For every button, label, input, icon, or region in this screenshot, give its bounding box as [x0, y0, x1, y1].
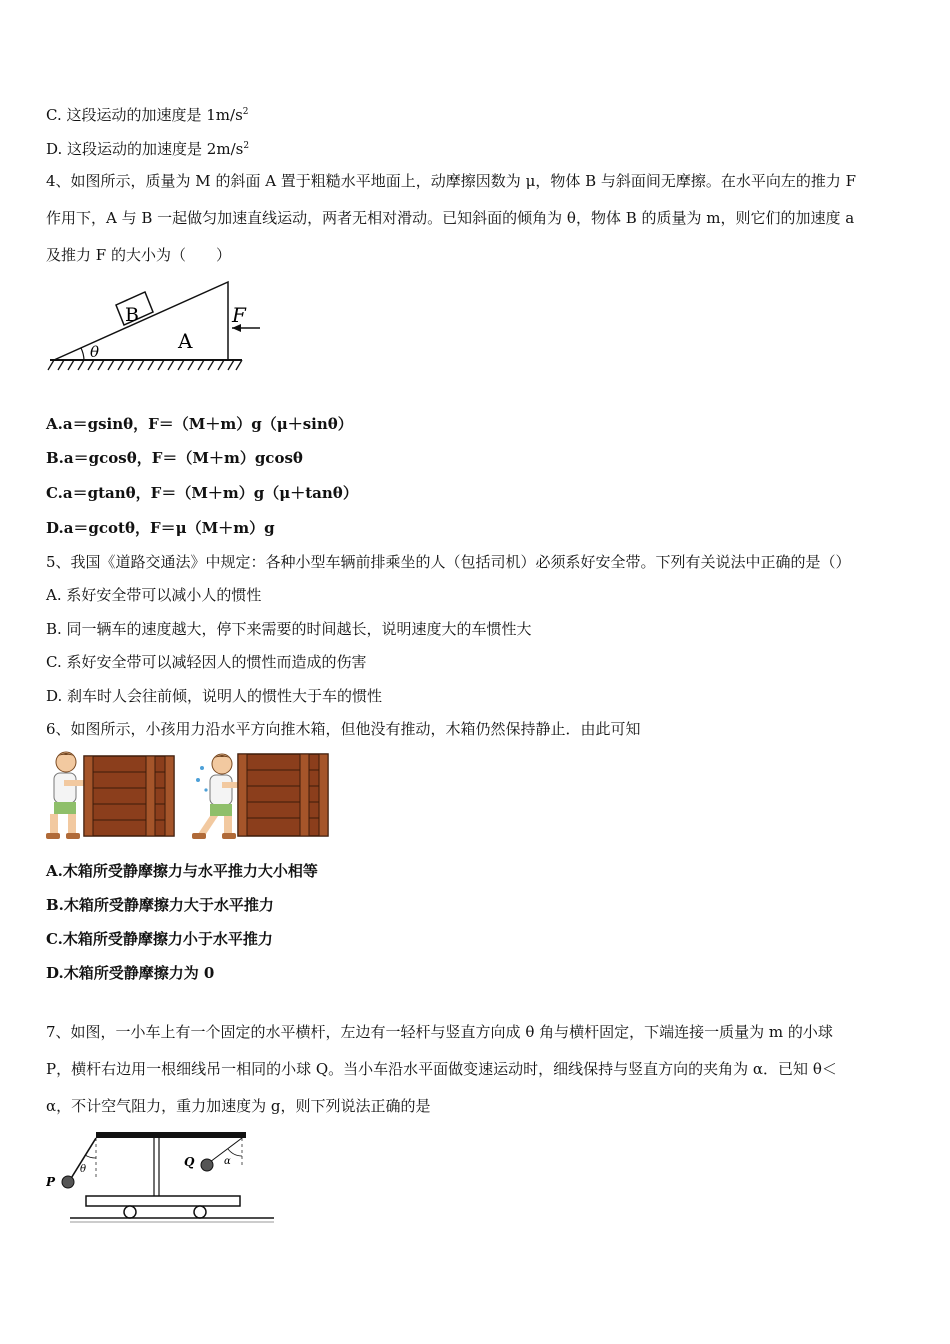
q6-option-b: B.木箱所受静摩擦力大于水平推力: [46, 896, 274, 914]
ball-q: [201, 1159, 213, 1171]
wheel-left: [124, 1206, 136, 1218]
q4-stem-line3: 及推力 F 的大小为（ ）: [46, 246, 231, 264]
q6-stem: 6、如图所示，小孩用力沿水平方向推木箱，但他没有推动，木箱仍然保持静止．由此可知: [46, 720, 641, 738]
q5-option-b: B. 同一辆车的速度越大，停下来需要的时间越长，说明速度大的车惯性大: [46, 620, 532, 638]
q3-option-c: C. 这段运动的加速度是 $1m/s^2$: [46, 106, 249, 124]
q5-option-d: D. 刹车时人会往前倾，说明人的惯性大于车的惯性: [46, 687, 383, 705]
wheel-right: [194, 1206, 206, 1218]
label-p: P: [46, 1175, 56, 1189]
q4-option-a: A.a＝gsinθ，F＝（M＋m）g（μ＋sinθ）: [46, 415, 353, 433]
crate-left: [84, 756, 174, 836]
q7-stem-line3: α，不计空气阻力，重力加速度为 g，则下列说法正确的是: [46, 1097, 431, 1115]
label-a: A: [178, 329, 193, 353]
q6-child-pushing-crate-figure: [46, 750, 336, 842]
q3-option-d: D. 这段运动的加速度是 $2m/s^2$: [46, 140, 250, 158]
q6-option-c: C.木箱所受静摩擦力小于水平推力: [46, 930, 273, 948]
q4-option-d: D.a＝gcotθ，F＝μ（M＋m）g: [46, 519, 275, 537]
q5-option-a: A. 系好安全带可以减小人的惯性: [46, 586, 262, 604]
label-f: F: [232, 303, 246, 327]
q7-cart-figure: [46, 1126, 278, 1230]
q4-option-c: C.a＝gtanθ，F＝（M＋m）g（μ＋tanθ）: [46, 484, 358, 502]
q7-stem-line1: 7、如图，一小车上有一个固定的水平横杆，左边有一轻杆与竖直方向成 θ 角与横杆固定，下端连接一质量为 m 的小球: [46, 1023, 833, 1041]
q7-stem-line2: P，横杆右边用一根细线吊一相同的小球 Q。当小车沿水平面做变速运动时，细线保持与竖直方向的夹角为 α．已知 θ＜: [46, 1060, 837, 1078]
crate-right: [238, 754, 328, 836]
label-theta-q7: θ: [80, 1164, 87, 1175]
label-alpha: α: [224, 1156, 231, 1167]
q6-option-d: D.木箱所受静摩擦力为 0: [46, 964, 215, 982]
ball-p: [62, 1176, 74, 1188]
label-theta: θ: [90, 343, 100, 361]
child-left: [46, 752, 86, 839]
q4-stem-line1: 4、如图所示，质量为 M 的斜面 A 置于粗糙水平地面上，动摩擦因数为 μ，物体 B 与斜面间无摩擦。在水平向左的推力 F: [46, 172, 857, 190]
q6-option-a: A.木箱所受静摩擦力与水平推力大小相等: [46, 862, 318, 880]
label-q: Q: [184, 1155, 195, 1169]
angle-arc: [81, 348, 84, 360]
horizontal-bar: [96, 1132, 246, 1138]
child-right: [192, 754, 244, 839]
cart-platform: [86, 1196, 240, 1206]
q4-option-b: B.a＝gcosθ，F＝（M＋m）gcosθ: [46, 449, 303, 467]
q5-option-c: C. 系好安全带可以减轻因人的惯性而造成的伤害: [46, 653, 367, 671]
q4-stem-line2: 作用下，A 与 B 一起做匀加速直线运动，两者无相对滑动。已知斜面的倾角为 θ，物体 B 的质量为 m，则它们的加速度 a: [46, 209, 855, 227]
q5-stem: 5、我国《道路交通法》中规定：各种小型车辆前排乘坐的人（包括司机）必须系好安全带。下列有关说法中正确的是（）: [46, 553, 851, 571]
q4-incline-figure: [46, 278, 276, 378]
label-b: B: [125, 304, 139, 326]
